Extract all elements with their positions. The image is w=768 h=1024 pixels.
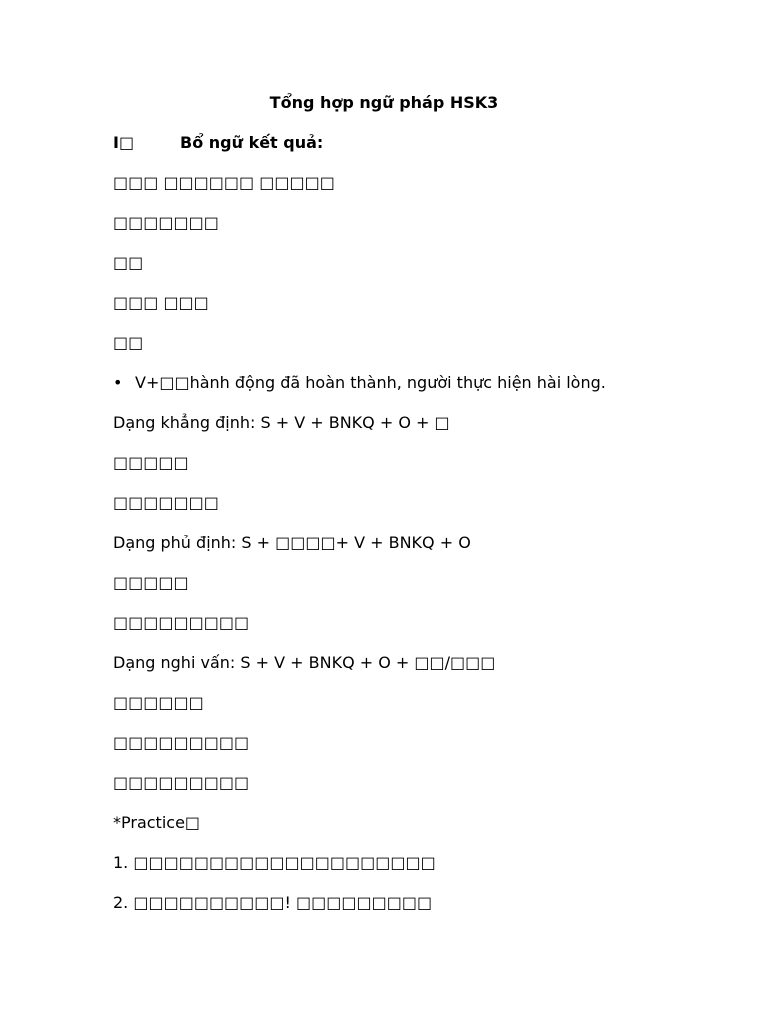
section-heading-text: Bổ ngữ kết quả: <box>180 133 324 152</box>
text-line: □□□□□ <box>113 573 189 592</box>
bullet-dot-icon: • <box>113 373 123 392</box>
interrogative-form: Dạng nghi vấn: S + V + BNKQ + O + □□/□□□ <box>113 653 496 672</box>
affirmative-form: Dạng khẳng định: S + V + BNKQ + O + □ <box>113 413 450 432</box>
bullet-item <box>113 373 606 393</box>
practice-item: 1. □□□□□□□□□□□□□□□□□□□□ <box>113 853 436 872</box>
text-line: □□ <box>113 253 144 272</box>
bullet-text: V+□□hành động đã hoàn thành, người thực hiện hài lòng. <box>135 373 606 392</box>
text-line: □□□□□□□ <box>113 213 219 232</box>
text-line: □□□□□□ <box>113 693 204 712</box>
practice-item: 2. □□□□□□□□□□! □□□□□□□□□ <box>113 893 433 912</box>
text-line: □□□□□□□□□ <box>113 613 250 632</box>
text-line: □□ <box>113 333 144 352</box>
text-line: □□□□□ <box>113 453 189 472</box>
section-number: I□ <box>113 133 135 152</box>
practice-heading: *Practice□ <box>113 813 201 832</box>
text-line: □□□ □□□ <box>113 293 209 312</box>
text-line: □□□□□□□□□ <box>113 773 250 792</box>
document-title: Tổng hợp ngữ pháp HSK3 <box>269 93 499 112</box>
text-line: □□□□□□□ <box>113 493 219 512</box>
text-line: □□□□□□□□□ <box>113 733 250 752</box>
section-heading <box>113 133 323 153</box>
text-line: □□□ □□□□□□ □□□□□ <box>113 173 335 192</box>
negative-form: Dạng phủ định: S + □□□□+ V + BNKQ + O <box>113 533 471 552</box>
